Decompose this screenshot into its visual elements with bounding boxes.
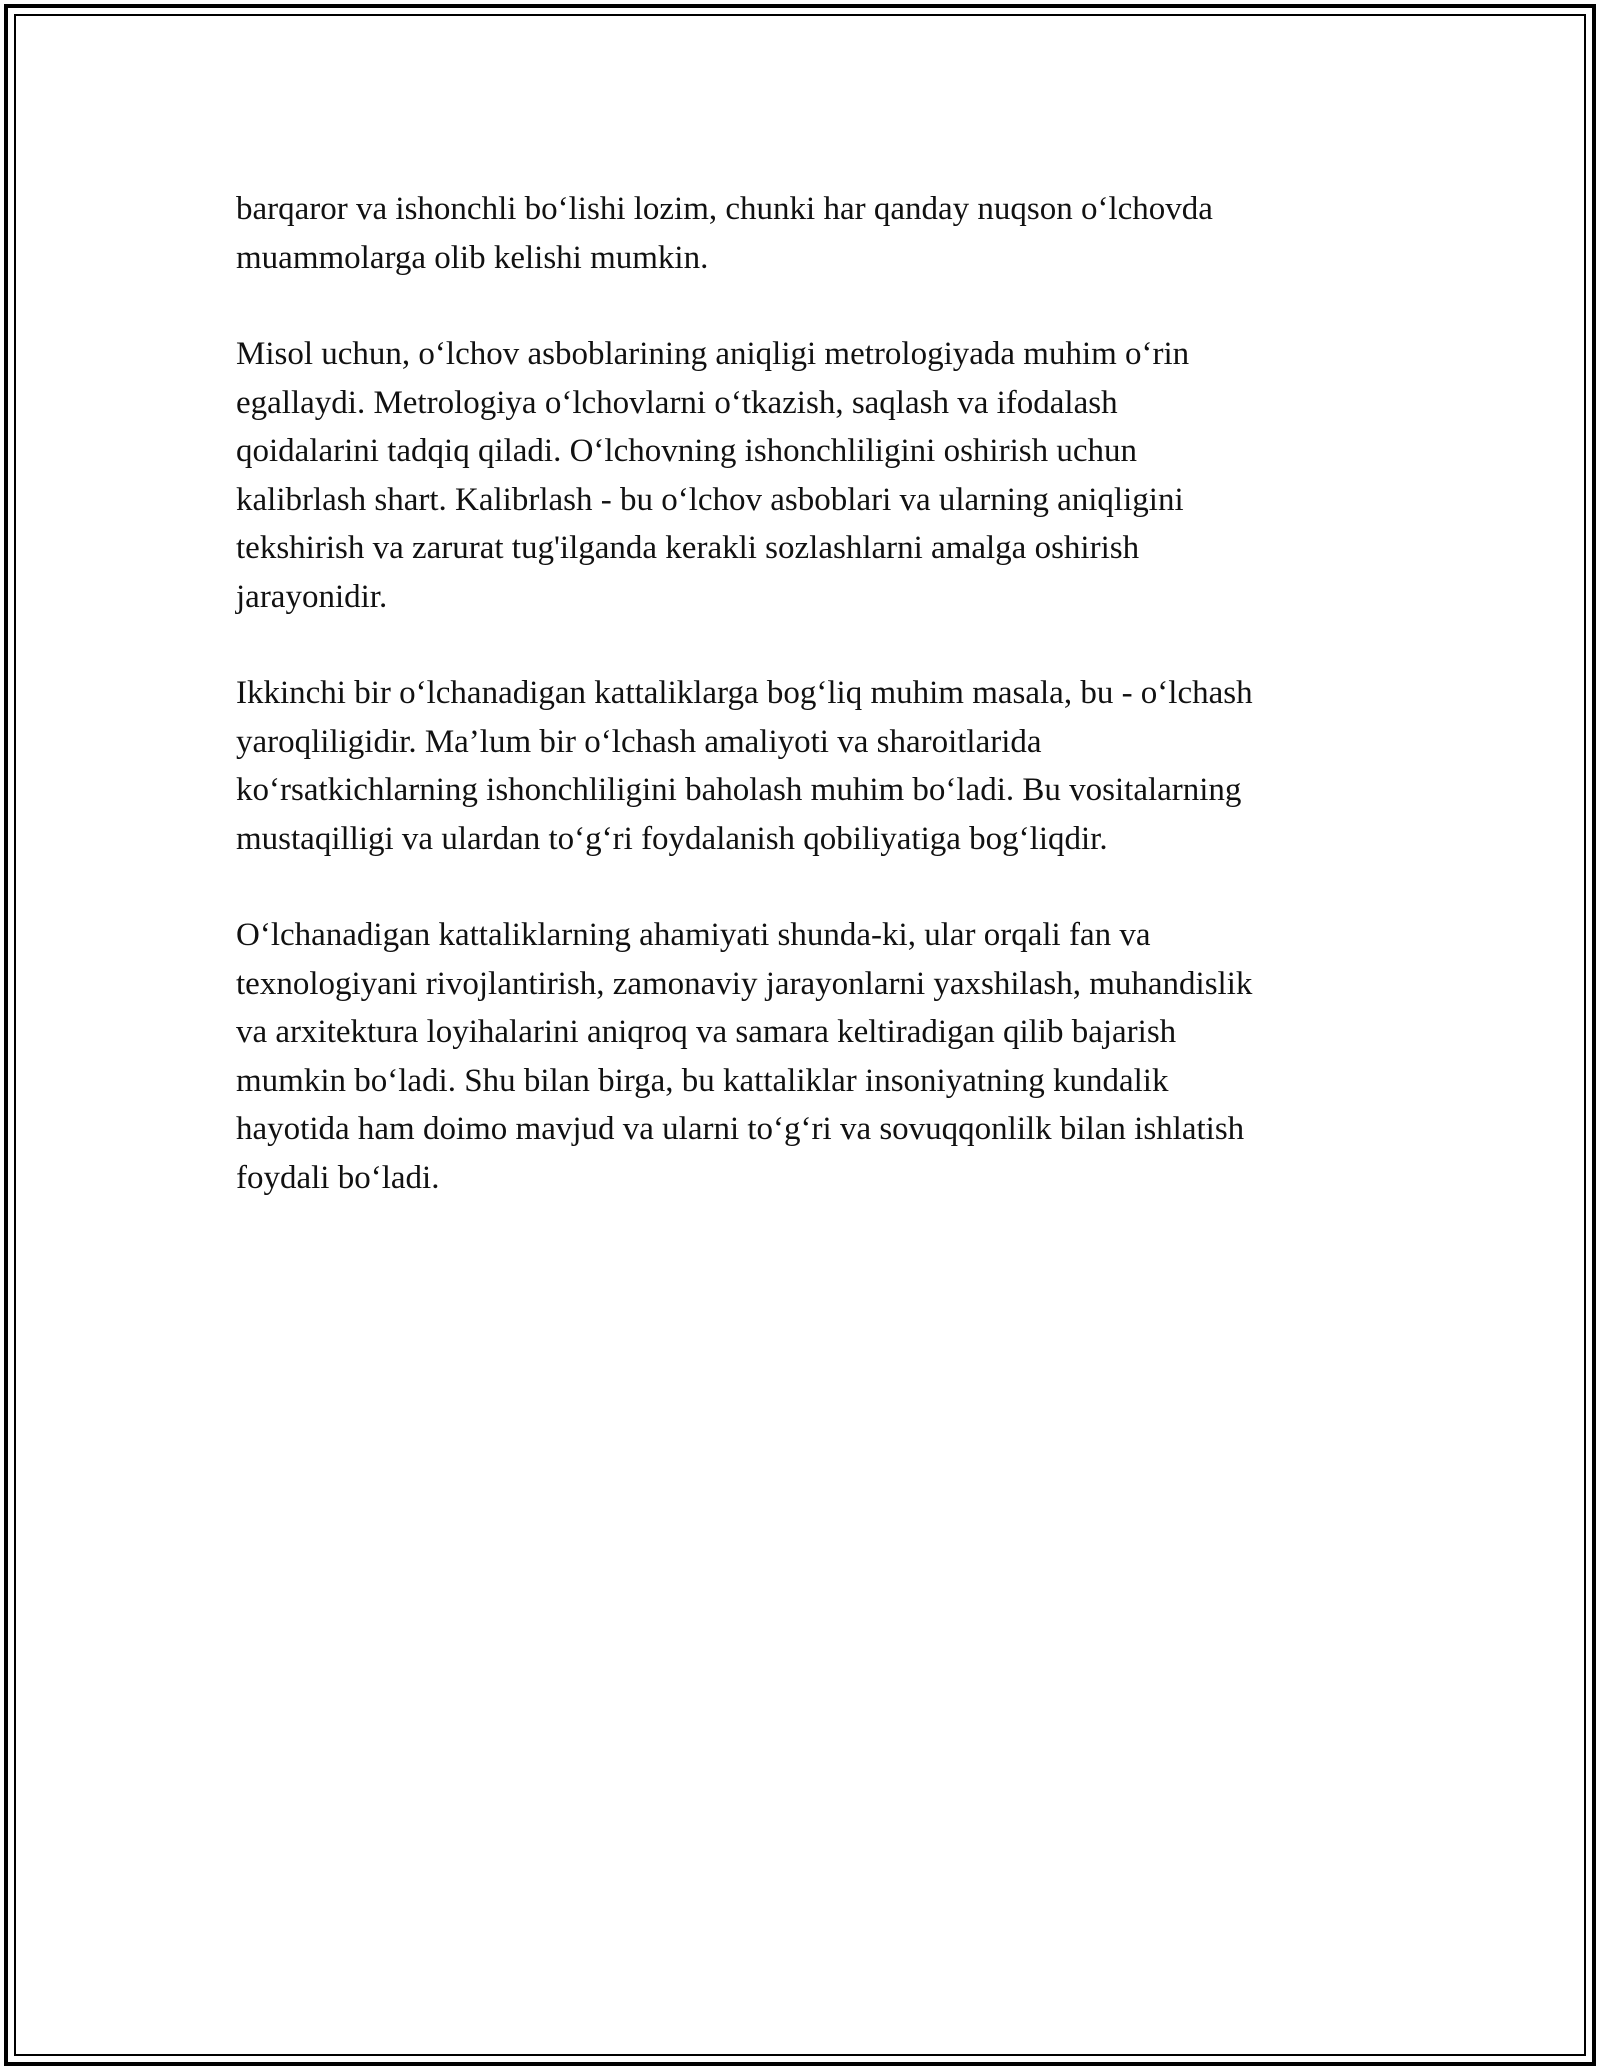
text-line: kalibrlash shart. Kalibrlash - bu o‘lchov asboblari va ularning aniqligini [236,481,1184,518]
text-line: hayotida ham doimo mavjud va ularni to‘g‘ri va sovuqqonlilk bilan ishlatish [236,1111,1245,1147]
text-line: texnologiyani rivojlantirish, zamonaviy jarayonlarni yaxshilash, muhandislik [236,965,1253,1002]
text-line: jarayonidir. [236,578,388,615]
text-line: tekshirish va zarurat tug'ilganda kerakli sozlashlarni amalga oshirish [236,530,1140,566]
paragraph-1 [236,185,1376,282]
document-body [236,185,1376,1250]
text-line: muammolarga olib kelishi mumkin. [236,239,709,276]
paragraph-3 [236,669,1376,863]
text-line: va arxitektura loyihalarini aniqroq va samara keltiradigan qilib bajarish [236,1014,1177,1050]
text-line: ko‘rsatkichlarning ishonchliligini baholash muhim bo‘ladi. Bu vositalarning [236,772,1242,808]
paragraph-2 [236,330,1376,621]
paragraph-4 [236,911,1376,1202]
text-line: mustaqilligi va ulardan to‘g‘ri foydalanish qobiliyatiga bog‘liqdir. [236,820,1108,857]
text-line: Misol uchun, o‘lchov asboblarining aniqligi metrologiyada muhim o‘rin [236,336,1190,372]
text-line: egallaydi. Metrologiya o‘lchovlarni o‘tkazish, saqlash va ifodalash [236,384,1118,421]
text-line: mumkin bo‘ladi. Shu bilan birga, bu kattaliklar insoniyatning kundalik [236,1062,1169,1099]
text-line: Ikkinchi bir o‘lchanadigan kattaliklarga bog‘liq muhim masala, bu - o‘lchash [236,675,1253,711]
text-line: yaroqliligidir. Ma’lum bir o‘lchash amaliyoti va sharoitlarida [236,723,1042,760]
text-line: O‘lchanadigan kattaliklarning ahamiyati shunda-ki, ular orqali fan va [236,917,1151,953]
text-line: qoidalarini tadqiq qiladi. O‘lchovning ishonchliligini oshirish uchun [236,433,1137,469]
text-line: foydali bo‘ladi. [236,1159,440,1196]
text-line: barqaror va ishonchli bo‘lishi lozim, chunki har qanday nuqson o‘lchovda [236,191,1213,227]
